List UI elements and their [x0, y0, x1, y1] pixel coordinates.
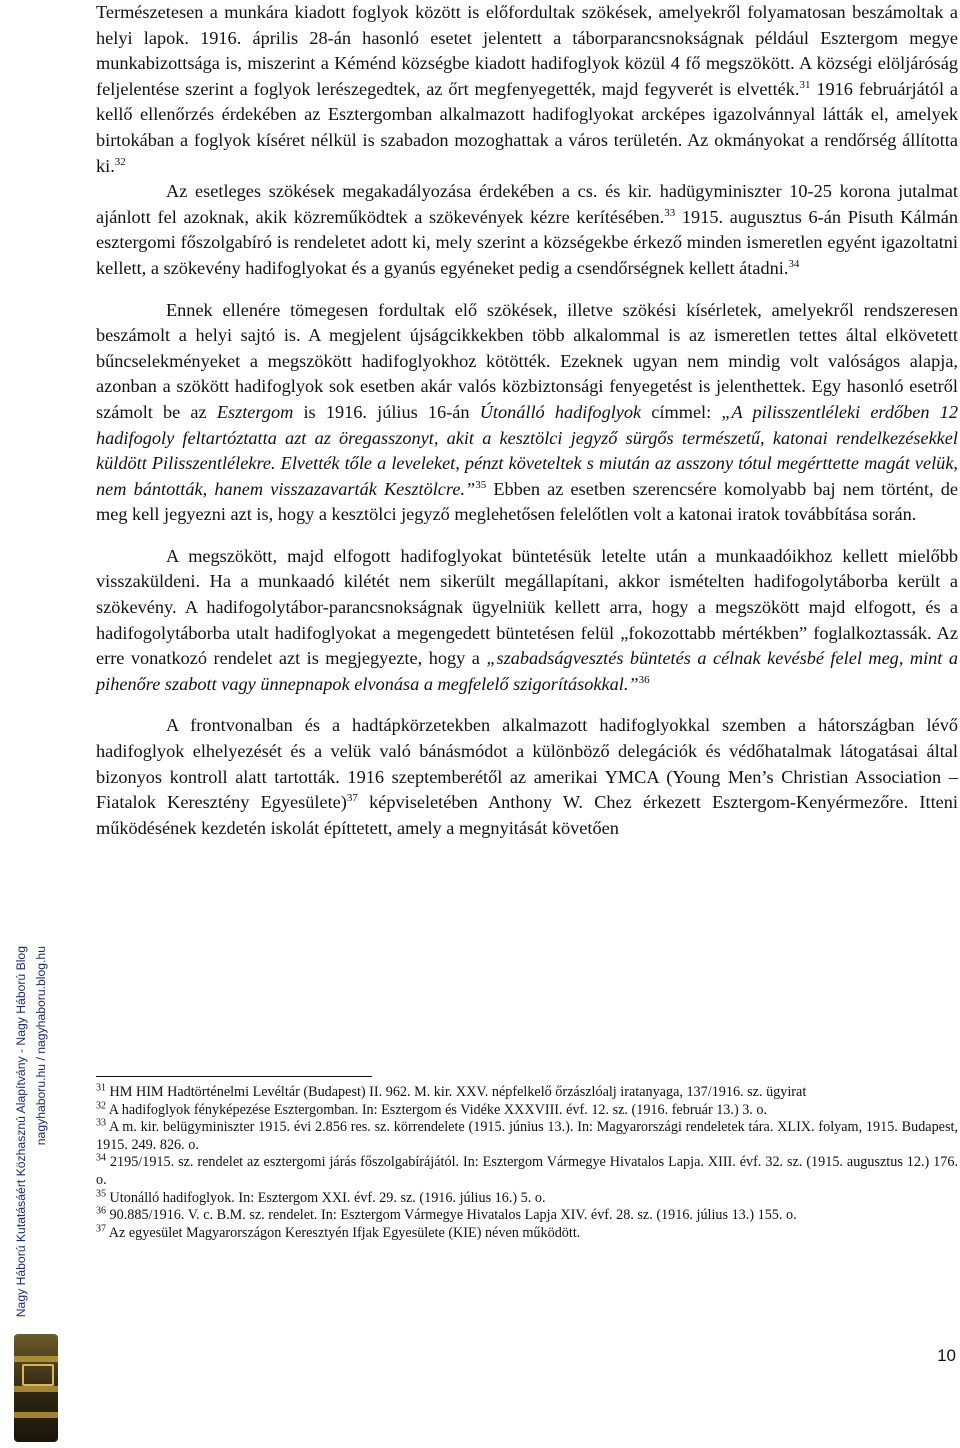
text-run: címmel: — [641, 401, 722, 422]
footnote-33 — [96, 1119, 958, 1154]
watermark-foundation: Nagy Háború Kutatásáért Közhasznú Alapítvány - Nagy Háború Blog — [14, 946, 28, 1318]
footnote-ref: 37 — [346, 792, 358, 805]
footnote-ref: 34 — [788, 257, 800, 270]
footnote-ref: 35 — [475, 478, 487, 491]
footnote-text: Utonálló hadifoglyok. In: Esztergom XXI. évf. 29. sz. (1916. július 16.) 5. o. — [106, 1189, 546, 1206]
footnote-ref: 33 — [664, 206, 676, 219]
footnote-32 — [96, 1099, 958, 1120]
text-run: Ebben az esetben szerencsére komolyabb baj nem történt, de meg kell jegyezni azt is, hogy a kesztölci jegyző meglehetősen felelőtlen volt a katonai iratok továbbítása során. — [96, 478, 958, 525]
text-run: 1915. augusztus 6-án Pisuth Kálmán esztergomi főszolgabíró is rendeletet adott ki, mely szerint a községekbe érkező minden ismeretlen egyént igazoltatni kellett, a szökevény hadifoglyokat és a gyanús egyéneket pedig a csendőrségnek kellett átadni. — [96, 206, 958, 278]
footnote-34 — [96, 1154, 958, 1189]
paragraphs — [96, 0, 958, 841]
italic-text: „A pilisszentléleki erdőben 12 hadifogoly feltartóztatta azt az öregasszonyt, akit a kesztölci jegyző sürgős természetű, katonai rendelkezésekkel küldött Pilisszentlélekre. Elvették tőle a leveleket, pénzt követeltek s miután az asszony tótul megérttette magát velük, nem bántották, hanem visszazavarták Kesztölcre.” — [96, 401, 958, 499]
footnote-number: 31 — [96, 1082, 106, 1094]
paragraph-p4 — [96, 544, 958, 698]
footnote-31 — [96, 1084, 958, 1102]
text-run: is 1916. július 16-án — [293, 401, 480, 422]
text-run: Ennek ellenére tömegesen fordultak elő szökések, illetve szökési kísérletek, amelyekről rendszeresen beszámolt a helyi sajtó is. A megjelent újságcikkekben több alkalommal is az ismeretlen tettes által elkövetett bűncselekményeket a megszökött hadifoglyokhoz kötötték. Ezeknek ugyan nem mindig volt valóságos alapja, azonban a szökött hadifoglyok sok esetben akár valós közbiztonsági fenyegetést is jelenthettek. Egy hasonló esetről számolt be az — [96, 299, 958, 422]
paragraph-p1 — [96, 0, 958, 179]
italic-text: „szabadságvesztés büntetés a célnak kevésbé felel meg, mint a pihenőre szabott vagy ünnepnapok elvonása a megfelelő szigorításokkal.” — [96, 648, 958, 694]
footnote-number: 37 — [96, 1223, 106, 1235]
footnote-separator — [96, 1076, 372, 1077]
watermark-urls: nagyhaboru.hu / nagyhaboru.blog.hu — [34, 946, 48, 1146]
text-run: Természetesen a munkára kiadott foglyok között is előfordultak szökések, amelyekről folyamatosan beszámoltak a helyi lapok. 1916. április 28-án hasonló esetet jelentett a táborparancsnokságnak például Esztergom megye munkabizottsága is, miszerint a Kéménd községbe kiadott hadifoglyok közül 4 fő megszökött. A községi elöljáróság feljelentése szerint a foglyok lerészegedtek, az őrt megfenyegették, majd fegyverét is elvették. — [96, 2, 958, 99]
italic-text: Esztergom — [216, 401, 294, 422]
text-run: Az esetleges szökések megakadályozása érdekében a cs. és kir. hadügyminiszter 10-25 korona jutalmat ajánlott fel azoknak, akik közreműködtek a szökevények kézre kerítésében. — [96, 181, 958, 227]
footnote-number: 34 — [96, 1152, 106, 1164]
footnote-ref: 31 — [799, 78, 811, 91]
footnote-text: 2195/1915. sz. rendelet az esztergomi járás főszolgabírájától. In: Esztergom Vármegye Hivatalos Lapja. XIII. évf. 32. sz. (1915. augusztus 12.) 176. o. — [96, 1154, 958, 1188]
footnotes — [96, 1084, 958, 1242]
footnote-text: A m. kir. belügyminiszter 1915. évi 2.856 res. sz. körrendelete (1915. június 13.). In: Magyarországi rendeletek tára. XLIX. folyam, 1915. Budapest, 1915. 249. 826. o. — [96, 1119, 958, 1153]
footnote-text: Az egyesület Magyarországon Keresztyén Ifjak Egyesülete (KIE) néven működött. — [106, 1224, 581, 1241]
footnote-text: 90.885/1916. V. c. B.M. sz. rendelet. In: Esztergom Vármegye Hivatalos Lapja XIV. évf. 28. sz. (1916. július 13.) 155. o. — [106, 1207, 797, 1224]
page-number: 10 — [937, 1346, 956, 1365]
text-run: 1916 februárjától a kellő ellenőrzés érdekében az Esztergomban alkalmazott hadifoglyokat arcképes igazolvánnyal látták el, amelyek birtokában a foglyok kíséret nélkül is szabadon mozoghattak a város területén. Az okmányokat a rendőrség állította ki. — [96, 78, 959, 176]
side-watermark — [10, 946, 66, 1318]
footnote-text: A hadifoglyok fényképezése Esztergomban. In: Esztergom és Vidéke XXXVIII. évf. 12. sz. (1916. február 13.) 3. o. — [106, 1101, 768, 1118]
paragraph-p3 — [96, 298, 958, 528]
footnote-37 — [96, 1225, 958, 1243]
footnote-ref: 36 — [638, 673, 650, 686]
footnote-36 — [96, 1207, 958, 1225]
footnote-number: 35 — [96, 1187, 106, 1199]
footnote-number: 36 — [96, 1205, 106, 1217]
footnote-number: 32 — [96, 1099, 106, 1111]
text-run: képviseletében Anthony W. Chez érkezett Esztergom-Kenyérmezőre. Itteni működésének kezdetén iskolát építtetett, amely a megnyitását követően — [96, 792, 958, 838]
footnote-number: 33 — [96, 1117, 106, 1129]
paragraph-p5 — [96, 713, 958, 841]
paragraph-p2 — [96, 179, 958, 281]
document-body — [96, 0, 958, 841]
footnote-text: HM HIM Hadtörténelmi Levéltár (Budapest) II. 962. M. kir. XXV. népfelkelő őrzászlóalj iratanyaga, 137/1916. sz. ügyirat — [106, 1084, 807, 1100]
italic-text: Útonálló hadifoglyok — [479, 401, 642, 422]
footnote-35 — [96, 1187, 958, 1208]
text-run: A megszökött, majd elfogott hadifoglyokat büntetésük letelte után a munkaadóikhoz kellett mielőbb visszaküldeni. Ha a munkaadó kilétét nem sikerült megállapítani, akkor ismételten hadifogolytáborba került a szökevény. A hadifogolytábor-parancsnokságnak ügyelniük kellett arra, hogy a megszökött majd elfogott, és a hadifogolytáborba utalt hadifoglyokat a megengedett büntetésen felül „fokozottabb mértékben” foglalkoztassák. Az erre vonatkozó rendelet azt is megjegyezte, hogy a — [96, 545, 958, 669]
nagy-haboru-logo-icon — [14, 1334, 58, 1442]
text-run: A frontvonalban és a hadtápkörzetekben alkalmazott hadifoglyokkal szemben a hátországban lévő hadifoglyok elhelyezését és a velük való bánásmódot a különböző delegációk és védőhatalmak látogatásai által bizonyos kontroll alatt tartották. 1916 szeptemberétől az amerikai YMCA (Young Men’s Christian Association – Fiatalok Keresztény Egyesülete) — [96, 715, 958, 813]
footnote-ref: 32 — [114, 155, 126, 168]
